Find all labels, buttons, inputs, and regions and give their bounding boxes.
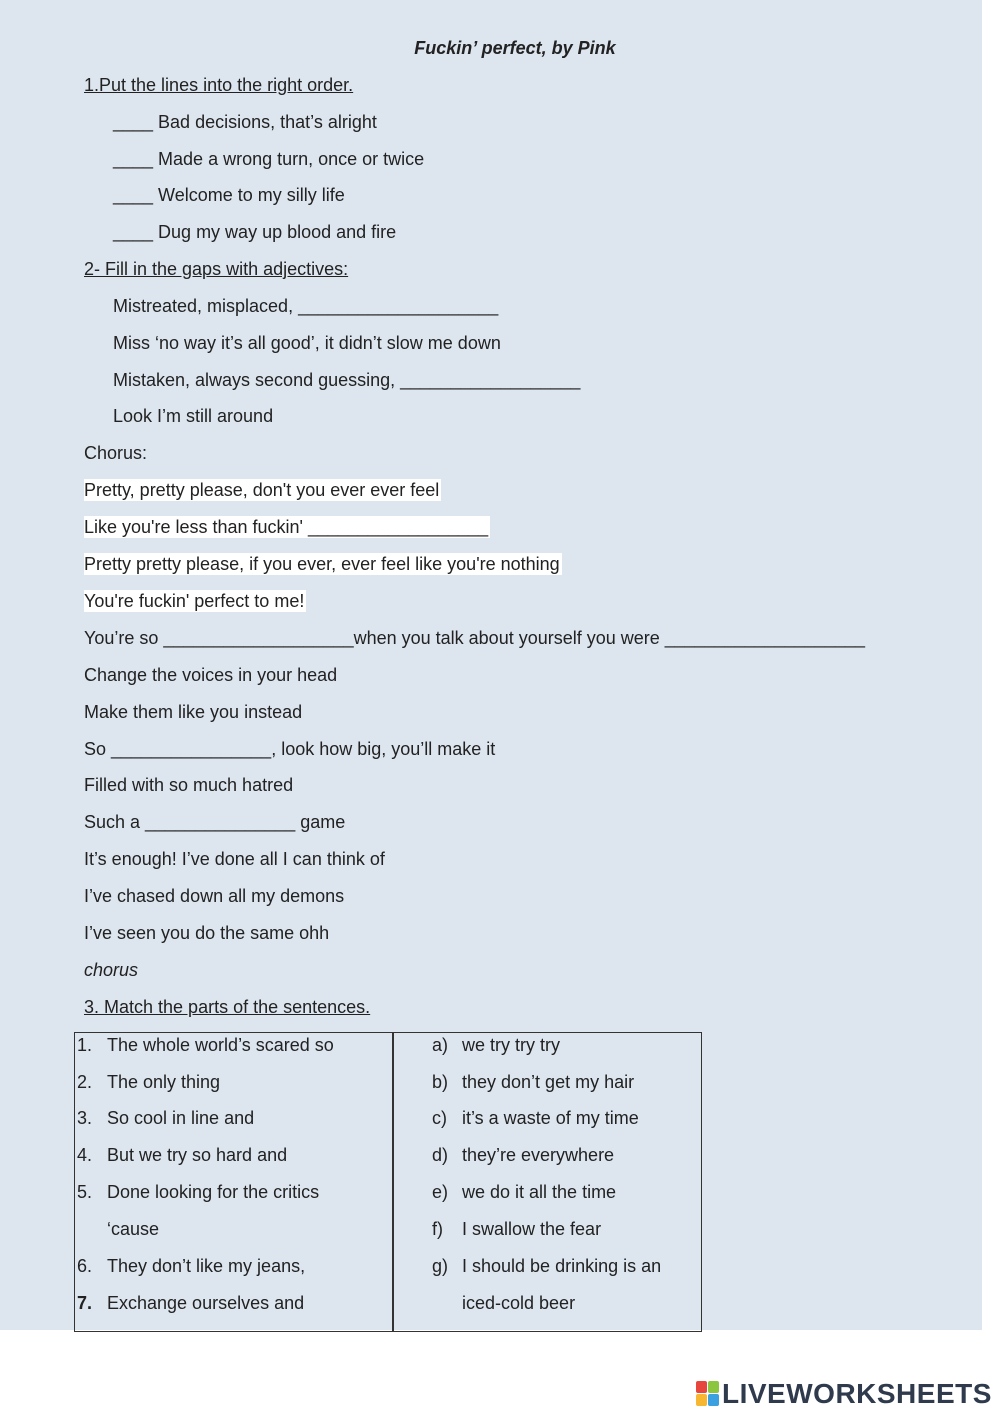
left-part-4: But we try so hard and	[107, 1145, 288, 1165]
left-part-5-cont: ‘cause	[107, 1219, 160, 1239]
right-letter-c: c)	[432, 1108, 447, 1128]
chorus-repeat: chorus	[84, 960, 139, 980]
left-part-1: The whole world’s scared so	[107, 1035, 334, 1055]
verse2-line-3: Make them like you instead	[84, 702, 303, 722]
verse2-line-8: I’ve chased down all my demons	[84, 886, 345, 906]
right-part-e: we do it all the time	[462, 1182, 617, 1202]
order-line-2: ____ Made a wrong turn, once or twice	[113, 149, 425, 169]
left-num-6: 6.	[77, 1256, 93, 1276]
verse2-line-5: Filled with so much hatred	[84, 775, 294, 795]
left-num-1: 1.	[77, 1035, 93, 1055]
verse-line-4: Look I’m still around	[113, 406, 274, 426]
right-part-f: I swallow the fear	[462, 1219, 602, 1239]
verse2-line-6: Such a _______________ game	[84, 812, 346, 832]
section2-heading: 2- Fill in the gaps with adjectives:	[84, 259, 349, 279]
chorus-line-2: Like you're less than fuckin' __________________	[84, 517, 489, 537]
verse-line-3: Mistaken, always second guessing, __________________	[113, 370, 581, 390]
left-part-6: They don’t like my jeans,	[107, 1256, 306, 1276]
section1-heading: 1.Put the lines into the right order.	[84, 75, 354, 95]
chorus-line-3: Pretty pretty please, if you ever, ever feel like you're nothing	[84, 554, 560, 574]
right-part-c: it’s a waste of my time	[462, 1108, 639, 1128]
right-part-a: we try try try	[462, 1035, 560, 1055]
verse2-line-7: It’s enough! I’ve done all I can think of	[84, 849, 385, 869]
right-letter-d: d)	[432, 1145, 449, 1165]
left-part-7: Exchange ourselves and	[107, 1293, 305, 1313]
liveworksheets-logo-text: LIVEWORKSHEETS	[722, 1378, 992, 1409]
left-num-5: 5.	[77, 1182, 93, 1202]
left-part-5: Done looking for the critics	[107, 1182, 320, 1202]
left-num-4: 4.	[77, 1145, 93, 1165]
chorus-label: Chorus:	[84, 443, 148, 463]
worksheet-title: Fuckin’ perfect, by Pink	[414, 38, 616, 58]
section3-heading: 3. Match the parts of the sentences.	[84, 997, 371, 1017]
chorus-line-1: Pretty, pretty please, don't you ever ever feel	[84, 480, 440, 500]
chorus-line-4: You're fuckin' perfect to me!	[84, 591, 305, 611]
left-num-3: 3.	[77, 1108, 93, 1128]
right-letter-a: a)	[432, 1035, 449, 1055]
verse2-line-1: You’re so ___________________when you talk about yourself you were ____________________	[84, 628, 865, 648]
verse2-line-4: So ________________, look how big, you’ll make it	[84, 739, 496, 759]
left-num-2: 2.	[77, 1072, 93, 1092]
verse-line-1: Mistreated, misplaced, ____________________	[113, 296, 499, 316]
liveworksheets-logo-icon	[696, 1381, 720, 1407]
right-part-g: I should be drinking is an	[462, 1256, 662, 1276]
order-line-3: ____ Welcome to my silly life	[113, 185, 345, 205]
right-letter-e: e)	[432, 1182, 449, 1202]
verse-line-2: Miss ‘no way it’s all good’, it didn’t slow me down	[113, 333, 501, 353]
verse2-line-2: Change the voices in your head	[84, 665, 338, 685]
order-line-1: ____ Bad decisions, that’s alright	[113, 112, 377, 132]
right-letter-g: g)	[432, 1256, 449, 1276]
left-part-2: The only thing	[107, 1072, 221, 1092]
left-num-7: 7.	[77, 1293, 93, 1313]
verse2-line-9: I’ve seen you do the same ohh	[84, 923, 330, 943]
right-part-g-cont: iced-cold beer	[462, 1293, 576, 1313]
match-table-divider	[392, 1032, 394, 1332]
liveworksheets-logo[interactable]	[696, 1378, 992, 1410]
order-line-4: ____ Dug my way up blood and fire	[113, 222, 397, 242]
right-letter-f: f)	[432, 1219, 443, 1239]
right-letter-b: b)	[432, 1072, 449, 1092]
right-part-b: they don’t get my hair	[462, 1072, 635, 1092]
left-part-3: So cool in line and	[107, 1108, 255, 1128]
right-part-d: they’re everywhere	[462, 1145, 615, 1165]
